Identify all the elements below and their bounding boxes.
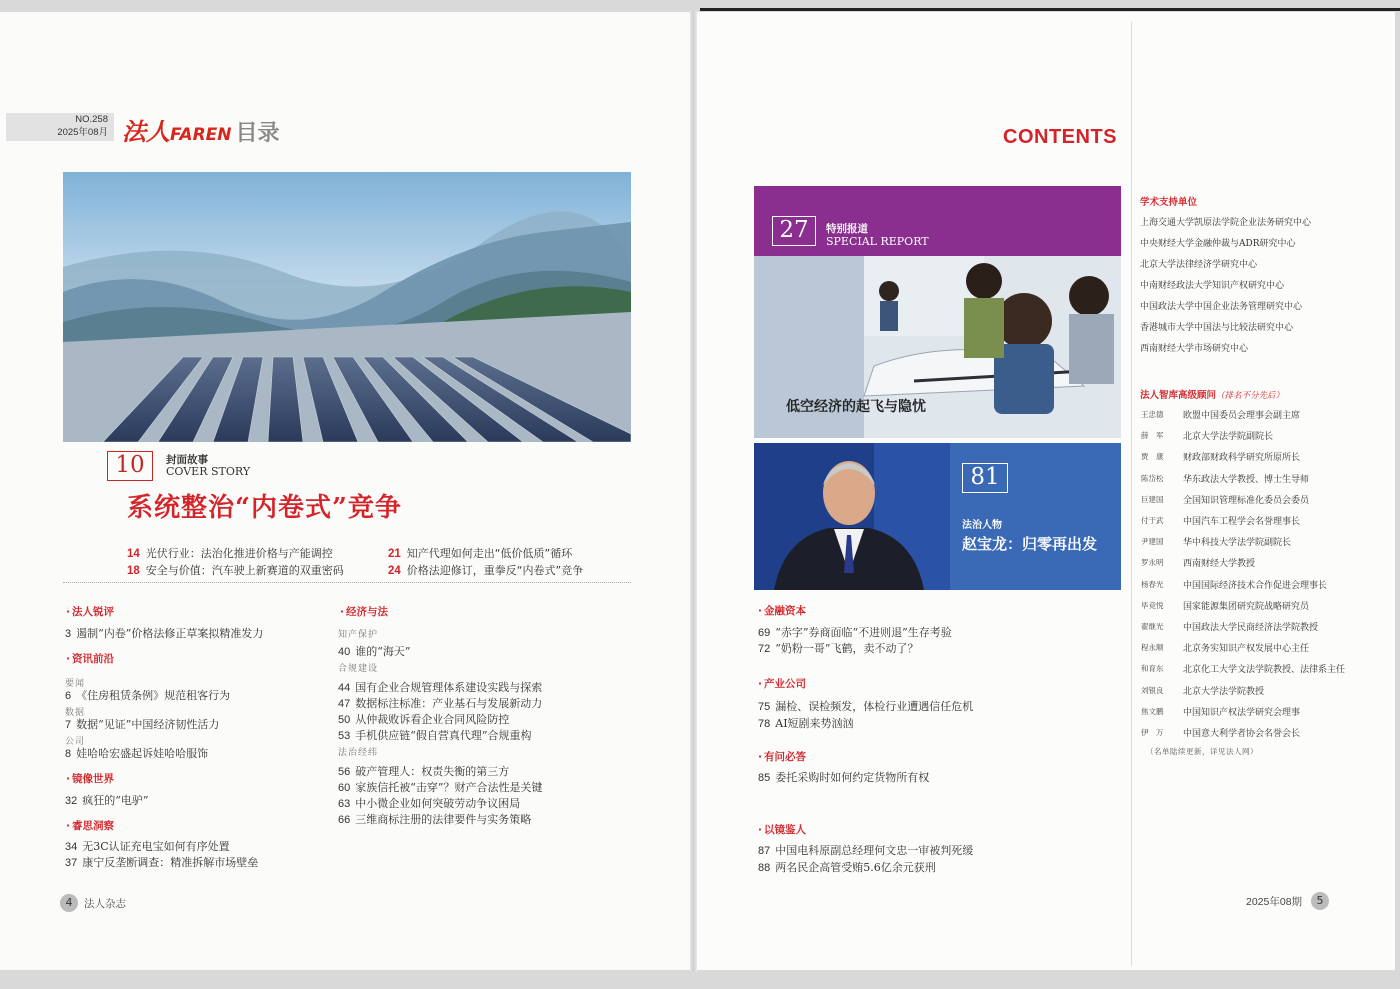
toc-item[interactable]: 8 娃哈哈宏盛起诉娃哈哈服饰 <box>65 747 209 760</box>
advisor-name: 陈岱松 <box>1141 473 1164 483</box>
toc-item[interactable]: 34 无3C认证充电宝如何有序处置 <box>65 840 230 853</box>
toc-item[interactable]: 69 “赤字”券商面临“不进则退”生存考验 <box>758 626 952 639</box>
advisor-role: 国家能源集团研究院战略研究员 <box>1183 601 1310 612</box>
cover-sub-item[interactable]: 24 价格法迎修订，重拳反“内卷式”竞争 <box>388 564 584 577</box>
advisor-role: 华东政法大学教授、博士生导师 <box>1183 474 1310 485</box>
advisor-name: 伊 万 <box>1141 728 1164 737</box>
advisor-name: 尹建国 <box>1141 537 1164 547</box>
cover-story-label-en: COVER STORY <box>166 465 251 478</box>
portrait-photo <box>754 443 950 590</box>
page-number-left: 4 <box>60 894 78 912</box>
advisor-name: 杨春光 <box>1141 579 1164 589</box>
toc-item[interactable]: 88 两名民企高管受贿5.6亿余元获刑 <box>758 861 936 874</box>
toc-item[interactable]: 75 漏检、误检频发，体检行业遭遇信任危机 <box>758 700 974 713</box>
support-units-title: 学术支持单位 <box>1140 197 1198 208</box>
magazine-logo <box>122 112 280 147</box>
issue-date: 2025年08月 <box>57 127 108 138</box>
advisor-name: 付于武 <box>1141 516 1164 525</box>
section-title: · 经济与法 <box>340 604 388 619</box>
legal-person-block[interactable] <box>754 443 1121 590</box>
footer-magazine-name: 法人杂志 <box>84 898 126 910</box>
advisor-role: 中国意大利学者协会名誉会长 <box>1183 729 1301 739</box>
advisor-name: 巨建国 <box>1141 494 1164 504</box>
section-title: · 镜像世界 <box>66 771 114 786</box>
top-edge <box>700 8 1400 11</box>
category-tag: 合规建设 <box>338 664 379 674</box>
advisor-role: 北京大学法学院副院长 <box>1183 432 1274 443</box>
advisor-role: 中国政法大学民商经济法学院教授 <box>1183 623 1319 633</box>
advisor-name: 罗永明 <box>1141 558 1164 568</box>
category-tag: 要闻 <box>65 679 86 689</box>
toc-item[interactable]: 37 康宁反垄断调查：精准拆解市场壁垒 <box>65 856 259 869</box>
special-report-label-cn: 特别报道 <box>826 223 868 235</box>
toc-item[interactable]: 3 遏制“内卷”价格法修正草案拟精准发力 <box>65 627 264 640</box>
advisor-role: 中国知识产权法学研究会理事 <box>1183 707 1301 718</box>
toc-item[interactable]: 60 家族信托被“击穿”？财产合法性是关键 <box>338 781 543 794</box>
toc-item[interactable]: 53 手机供应链“假自营真代理”合规重构 <box>338 729 532 742</box>
cover-sub-item[interactable]: 21 知产代理如何走出“低价低质”循环 <box>388 547 573 560</box>
advisor-role: 财政部财政科学研究所原所长 <box>1183 453 1301 464</box>
section-title: · 以镜鉴人 <box>758 822 806 837</box>
support-unit: 上海交通大学凯原法学院企业法务研究中心 <box>1140 218 1312 228</box>
cover-photo <box>63 172 631 442</box>
advisor-footnote: （名单陆续更新，详见法人网） <box>1146 747 1258 756</box>
category-tag: 公司 <box>65 737 86 747</box>
category-tag: 法治经纬 <box>338 748 379 758</box>
advisor-name: 贾 康 <box>1141 452 1164 462</box>
toc-item[interactable]: 72 “奶粉一哥”飞鹤，卖不动了？ <box>758 642 919 655</box>
advisor-role: 全国知识管理标准化委员会委员 <box>1183 495 1310 506</box>
toc-item[interactable]: 85 委托采购时如何约定货物所有权 <box>758 771 930 784</box>
special-report-label-en: SPECIAL REPORT <box>826 235 929 248</box>
toc-item[interactable]: 32 疯狂的“电驴” <box>65 794 149 807</box>
toc-item[interactable]: 6 《住房租赁条例》规范租客行为 <box>65 689 231 702</box>
advisor-name: 和育东 <box>1141 664 1164 674</box>
book-spine <box>690 10 697 972</box>
column-divider <box>1131 22 1132 966</box>
legal-person-title: 赵宝龙：归零再出发 <box>962 535 1098 553</box>
advisor-role: 北京大学法学院教授 <box>1183 686 1265 697</box>
support-unit: 中央财经大学金融仲裁与ADR研究中心 <box>1140 239 1296 249</box>
advisor-role: 华中科技大学法学院副院长 <box>1183 538 1292 549</box>
legal-person-label: 法治人物 <box>962 520 1002 531</box>
advisor-role: 中国国际经济技术合作促进会理事长 <box>1183 580 1328 591</box>
toc-item[interactable]: 50 从仲裁败诉看企业合同风险防控 <box>338 713 510 726</box>
category-tag: 数据 <box>65 708 86 718</box>
section-title: · 金融资本 <box>758 603 806 618</box>
issue-info <box>6 113 114 141</box>
advisors-title: 法人智库高级顾问（排名不分先后） <box>1140 390 1285 401</box>
toc-item[interactable]: 47 数据标注标准：产业基石与发展新动力 <box>338 697 543 710</box>
section-title: · 资讯前沿 <box>66 651 114 666</box>
advisor-role: 北京务实知识产权发展中心主任 <box>1183 644 1310 655</box>
advisor-name: 王忠德 <box>1141 410 1164 419</box>
cover-sub-item[interactable]: 18 安全与价值：汽车驶上新赛道的双重密码 <box>127 564 344 577</box>
toc-item[interactable]: 7 数据“见证”中国经济韧性活力 <box>65 718 220 731</box>
support-unit: 北京大学法律经济学研究中心 <box>1140 260 1258 270</box>
section-title: · 法人锐评 <box>66 604 114 619</box>
toc-label: 目录 <box>235 121 280 146</box>
special-report-block[interactable] <box>754 186 1121 438</box>
section-title: · 有问必答 <box>758 749 806 764</box>
support-unit: 西南财经大学市场研究中心 <box>1140 344 1249 354</box>
issue-number: NO.258 <box>75 114 108 125</box>
solar-farm-photo <box>63 172 631 442</box>
advisor-name: 薛 军 <box>1141 431 1164 441</box>
toc-item[interactable]: 63 中小微企业如何突破劳动争议困局 <box>338 797 521 810</box>
legal-person-number: 81 <box>962 463 1008 493</box>
cover-story-title[interactable]: 系统整治“内卷式”竞争 <box>127 493 402 523</box>
advisor-name: 毕竞悦 <box>1141 600 1164 610</box>
support-unit: 中国政法大学中国企业法务管理研究中心 <box>1140 302 1303 312</box>
toc-item[interactable]: 87 中国电科原副总经理何文忠一审被判死缓 <box>758 844 974 857</box>
advisor-role: 北京化工大学文法学院教授、法律系主任 <box>1183 665 1346 676</box>
toc-item[interactable]: 44 国有企业合规管理体系建设实践与探索 <box>338 681 543 694</box>
support-unit: 中南财经政法大学知识产权研究中心 <box>1140 281 1285 291</box>
page-number-right: 5 <box>1311 892 1329 910</box>
advisor-name: 焦文鹏 <box>1141 706 1164 716</box>
cover-sub-item[interactable]: 14 光伏行业：法治化推进价格与产能调控 <box>127 547 333 560</box>
cover-story-label-cn: 封面故事 <box>166 454 208 466</box>
section-title: · 产业公司 <box>758 676 806 691</box>
logo-en: FAREN <box>170 125 232 145</box>
support-unit: 香港城市大学中国法与比较法研究中心 <box>1140 323 1294 333</box>
advisor-role: 西南财经大学教授 <box>1183 559 1256 570</box>
special-report-caption: 低空经济的起飞与隐忧 <box>786 399 926 415</box>
cover-story-number: 10 <box>107 451 153 481</box>
advisor-role: 中国汽车工程学会名誉理事长 <box>1183 517 1301 527</box>
advisor-name: 刘银良 <box>1141 685 1164 695</box>
footer-issue: 2025年08期 <box>1246 896 1303 908</box>
toc-item[interactable]: 56 破产管理人：权责失衡的第三方 <box>338 765 510 778</box>
section-title: · 睿思洞察 <box>66 818 114 833</box>
divider <box>63 582 631 583</box>
special-report-number: 27 <box>772 216 816 246</box>
toc-item[interactable]: 78 AI短剧来势汹汹 <box>758 717 854 730</box>
category-tag: 知产保护 <box>338 630 379 640</box>
advisor-name: 程永顺 <box>1141 643 1164 653</box>
logo-cn: 法人 <box>122 118 170 146</box>
contents-title: CONTENTS <box>1003 126 1117 148</box>
advisor-name: 翟继光 <box>1141 622 1164 631</box>
advisor-role: 欧盟中国委员会理事会副主席 <box>1183 411 1301 421</box>
toc-item[interactable]: 66 三维商标注册的法律要件与实务策略 <box>338 813 532 826</box>
toc-item[interactable]: 40 谁的“海天” <box>338 645 411 658</box>
